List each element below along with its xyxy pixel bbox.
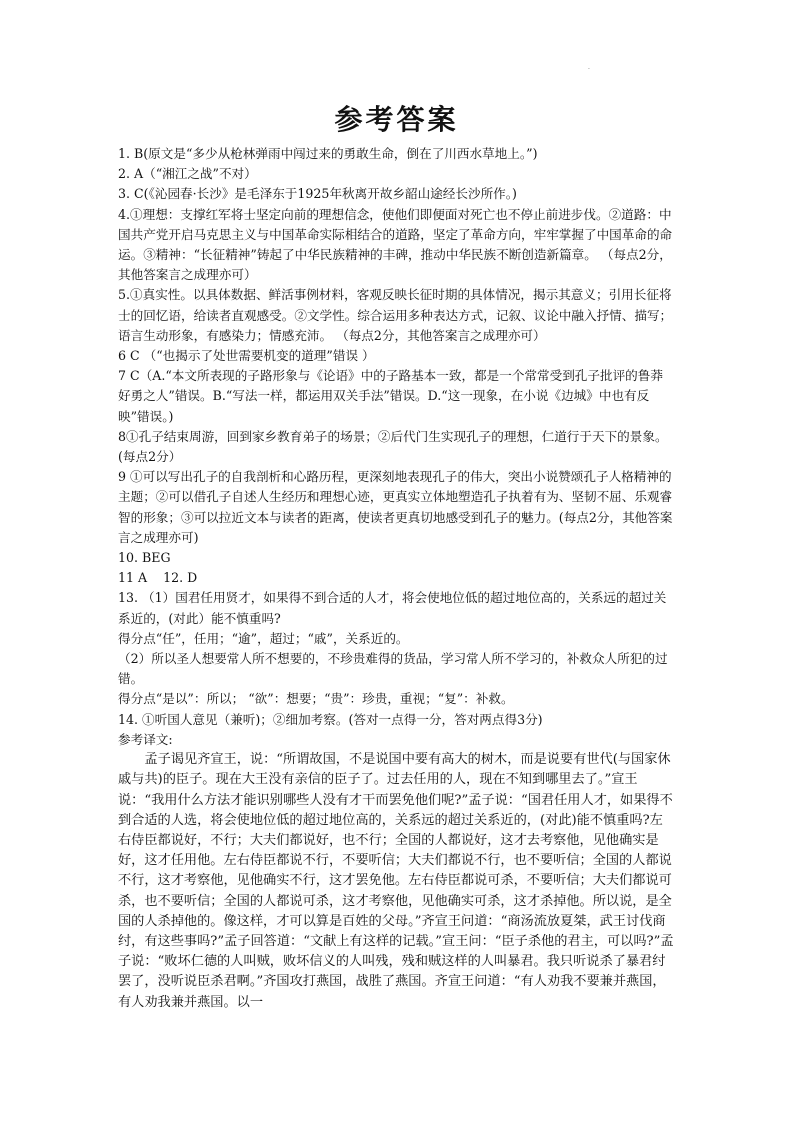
answer-7: 7 C（A.“本文所表现的子路形象与《论语》中的子路基本一致，都是一个常常受到孔子批评的鲁莽好勇之人”错误。B.“写法一样，都运用双关手法”错误。D.“这一现象，在小说《边城》中也有反映”错误。) (118, 368, 663, 424)
answer-2: 2. A（“湘江之战”不对） (118, 166, 257, 182)
answer-13-scoring1: 得分点“任”，任用；“逾”，超过；“戚”，关系近的。 (118, 630, 409, 646)
answer-13-part2: （2）所以圣人想要常人所不想要的，不珍贵难得的货品，学习常人所不学习的，补救众人所犯的过错。 (118, 651, 668, 687)
answer-8: 8①孔子结束周游，回到家乡教育弟子的场景；②后代门生实现孔子的理想，仁道行于天下的景象。(每点2分） (118, 428, 668, 465)
translation-heading: 参考译文: (118, 731, 173, 747)
answer-3: 3. C(《沁园春·长沙》是毛泽东于1925年秋离开故乡韶山途经长沙所作。) (118, 186, 517, 202)
answer-14: 14. ①听国人意见（兼听)；②细加考察。(答对一点得一分，答对两点得3分) (118, 711, 543, 727)
answer-content (118, 144, 674, 1013)
answer-5: 5.①真实性。以具体数据、鲜活事例材料，客观反映长征时期的具体情况，揭示其意义；引用长征将士的回忆语，给读者直观感受。②文学性。综合运用多种表达方式，记叙、议论中融入抒情、描写；语言生动形象，有感染力；情感充沛。 （每点2分，其他答案言之成理亦可） (118, 287, 673, 343)
translation-paragraph: 孟子谒见齐宣王，说：“所谓故国，不是说国中要有高大的树木，而是说要有世代(与国家休戚与共)的臣子。现在大王没有亲信的臣子了。过去任用的人，现在不知到哪里去了。”宣王说：“我用什么方法才能识别哪些人没有才干而罢免他们呢?”孟子说：“国君任用人才，如果得不到合适的人选，将会使地位低的超过地位高的，关系远的超过关系近的，(对此)能不慎重吗?左右侍臣都说好，不行；大夫们都说好，也不行；全国的人都说好，这才去考察他，见他确实是好，这才任用他。左右侍臣都说不行，不要听信；大夫们都说不行，也不要听信；全国的人都说不行，这才考察他，见他确实不行，这才罢免他。左右侍臣都说可杀，不要听信；大夫们都说可杀，也不要听信；全国的人都说可杀，这才考察他，见他确实可杀，这才杀掉他。所以说，是全国的人杀掉他的。像这样，才可以算是百姓的父母。”齐宣王问道：“商汤流放夏桀，武王讨伐商纣，有这些事吗?”孟子回答道：“文献上有这样的记载。”宣王问：“臣子杀他的君主，可以吗?”孟子说：“败坏仁德的人叫贼，败坏信义的人叫残，残和贼这样的人叫暴君。我只听说杀了暴君纣罢了，没听说臣杀君啊。”齐国攻打燕国，战胜了燕国。齐宣王问道：“有人劝我不要兼并燕国，有人劝我兼并燕国。以一 (118, 752, 674, 1010)
answer-1: 1. B(原文是“多少从枪林弹雨中闯过来的勇敢生命，倒在了川西水草地上。”) (118, 146, 538, 161)
corner-mark: . (588, 64, 590, 71)
answer-6: 6 C （“也揭示了处世需要机变的道理”错误 ） (118, 348, 375, 364)
answer-13-part1: 13. （1）国君任用贤才，如果得不到合适的人才，将会使地位低的超过地位高的，关系远的超过关系近的，(对此）能不慎重吗? (118, 590, 667, 626)
answer-10: 10. BEG (118, 550, 171, 566)
answer-9: 9 ①可以写出孔子的自我剖析和心路历程，更深刻地表现孔子的伟大，突出小说赞颂孔子人格精神的主题；②可以借孔子自述人生经历和理想心迹，更真实立体地塑造孔子执着有为、坚韧不屈、乐观睿智的形象；③可以拉近文本与读者的距离，使读者更真切地感受到孔子的魅力。(每点2分，其他答案言之成理亦可) (118, 469, 673, 545)
answer-11-12: 11 A 12. D (118, 570, 198, 586)
answer-13-scoring2: 得分点“是以”：所以； “欲”：想要；“贵”：珍贵，重视；“复”：补救。 (118, 691, 514, 707)
answer-4: 4.①理想：支撑红军将士坚定向前的理想信念，使他们即便面对死亡也不停止前进步伐。②道路：中国共产党开启马克思主义与中国革命实际相结合的道路，坚定了革命方向，牢牢掌握了中国革命的命运。③精神：“长征精神”铸起了中华民族精神的丰碑，推动中华民族不断创造新篇章。 （每点2分，其他答案言之成理亦可） (118, 206, 673, 283)
page-title: 参考答案 (334, 103, 459, 136)
